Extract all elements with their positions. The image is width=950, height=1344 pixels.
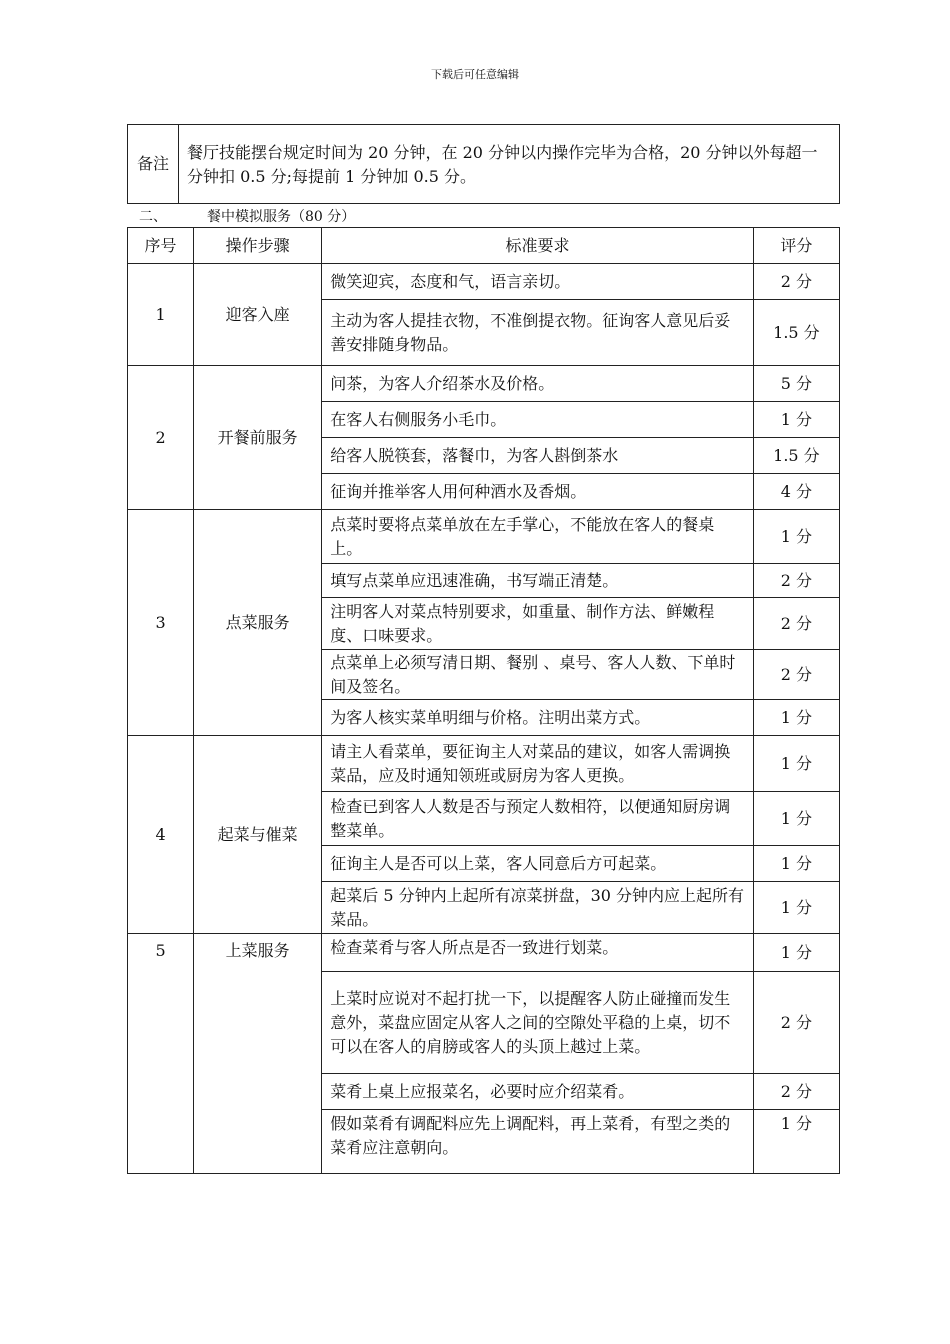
table-row [128, 366, 840, 402]
requirement-cell [322, 598, 754, 650]
requirement-cell [322, 882, 754, 934]
note-label: 备注 [128, 125, 179, 204]
requirement-cell [322, 300, 754, 366]
step-name: 起菜与催菜 [194, 736, 322, 934]
score-cell: 2 分 [753, 264, 839, 300]
score-cell: 1 分 [753, 1110, 839, 1174]
score-cell: 1 分 [753, 510, 839, 564]
requirement-text: 填写点菜单应迅速准确，书写端正清楚。 [330, 570, 619, 590]
requirement-cell [322, 972, 754, 1074]
requirement-cell [322, 650, 754, 700]
requirement-text: 主动为客人提挂衣物，不准倒提衣物。征询客人意见后妥善安排随身物品。 [330, 310, 731, 354]
requirement-cell [322, 264, 754, 300]
requirement-cell [322, 736, 754, 792]
score-cell: 1 分 [753, 736, 839, 792]
requirement-text: 征询主人是否可以上菜，客人同意后方可起菜。 [330, 853, 667, 873]
requirement-text: 点菜单上必须写清日期、餐别 、桌号、客人人数、下单时间及签名。 [330, 652, 736, 696]
score-cell: 2 分 [753, 598, 839, 650]
requirement-cell [322, 1110, 754, 1174]
step-name: 上菜服务 [194, 934, 322, 1174]
note-text: 餐厅技能摆台规定时间为 20 分钟，在 20 分钟以内操作完毕为合格，20 分钟以外每超一分钟扣 0.5 分;每提前 1 分钟加 0.5 分。 [179, 125, 840, 204]
step-number: 2 [128, 366, 194, 510]
score-cell: 5 分 [753, 366, 839, 402]
requirement-text: 菜肴上桌上应报菜名，必要时应介绍菜肴。 [330, 1081, 635, 1101]
requirement-text: 注明客人对菜点特别要求，如重量、制作方法、鲜嫩程度、口味要求。 [330, 601, 715, 645]
header-index: 序号 [128, 228, 194, 264]
requirement-text: 给客人脱筷套，落餐巾，为客人斟倒茶水 [330, 445, 619, 465]
note-row [128, 125, 840, 204]
requirement-text: 起菜后 5 分钟内上起所有凉菜拼盘，30 分钟内应上起所有菜品。 [330, 885, 745, 929]
score-cell: 2 分 [753, 972, 839, 1074]
step-name: 点菜服务 [194, 510, 322, 736]
requirement-cell [322, 438, 754, 474]
score-cell: 2 分 [753, 564, 839, 598]
table-row [128, 934, 840, 972]
requirement-cell [322, 700, 754, 736]
header-row [128, 228, 840, 264]
header-step: 操作步骤 [194, 228, 322, 264]
score-cell: 1.5 分 [753, 438, 839, 474]
score-cell: 2 分 [753, 1074, 839, 1110]
page-header: 下载后可任意编辑 [431, 68, 519, 81]
requirement-text: 点菜时要将点菜单放在左手掌心，不能放在客人的餐桌上。 [330, 514, 715, 558]
score-cell: 2 分 [753, 650, 839, 700]
step-number: 5 [128, 934, 194, 1174]
step-number: 3 [128, 510, 194, 736]
step-number: 4 [128, 736, 194, 934]
requirement-cell [322, 510, 754, 564]
requirement-text: 微笑迎宾，态度和气，语言亲切。 [330, 271, 571, 291]
requirement-cell [322, 1074, 754, 1110]
table-row [128, 510, 840, 564]
score-cell: 1 分 [753, 402, 839, 438]
section-number: 二、 [139, 209, 167, 225]
score-cell: 1 分 [753, 792, 839, 846]
requirement-text: 为客人核实菜单明细与价格。注明出菜方式。 [330, 707, 651, 727]
table-row [128, 264, 840, 300]
requirement-text: 上菜时应说对不起打扰一下，以提醒客人防止碰撞而发生意外，菜盘应固定从客人之间的空隙处平稳的上桌，切不可以在客人的肩膀或客人的头顶上越过上菜。 [330, 988, 731, 1056]
score-cell: 1 分 [753, 846, 839, 882]
requirement-cell [322, 792, 754, 846]
scoring-table [127, 227, 840, 1174]
requirement-cell [322, 934, 754, 972]
table-row [128, 736, 840, 792]
header-score: 评分 [753, 228, 839, 264]
score-cell: 4 分 [753, 474, 839, 510]
step-number: 1 [128, 264, 194, 366]
note-table [127, 124, 840, 204]
step-name: 开餐前服务 [194, 366, 322, 510]
score-cell: 1 分 [753, 700, 839, 736]
requirement-cell [322, 402, 754, 438]
header-requirement: 标准要求 [322, 228, 754, 264]
score-cell: 1 分 [753, 882, 839, 934]
section-title: 餐中模拟服务（80 分） [207, 209, 356, 225]
requirement-text: 请主人看菜单，要征询主人对菜品的建议，如客人需调换菜品，应及时通知领班或厨房为客人更换。 [330, 741, 731, 785]
section-heading [139, 206, 355, 226]
requirement-text: 检查菜肴与客人所点是否一致进行划菜。 [330, 938, 619, 957]
score-cell: 1.5 分 [753, 300, 839, 366]
requirement-text: 问茶，为客人介绍茶水及价格。 [330, 373, 555, 393]
requirement-cell [322, 846, 754, 882]
requirement-text: 检查已到客人人数是否与预定人数相符，以便通知厨房调整菜单。 [330, 796, 731, 840]
requirement-text: 征询并推举客人用何种酒水及香烟。 [330, 481, 587, 501]
requirement-cell [322, 366, 754, 402]
requirement-cell [322, 564, 754, 598]
step-name: 迎客入座 [194, 264, 322, 366]
score-cell: 1 分 [753, 934, 839, 972]
requirement-text: 假如菜肴有调配料应先上调配料，再上菜肴，有型之类的菜肴应注意朝向。 [330, 1114, 731, 1157]
requirement-cell [322, 474, 754, 510]
requirement-text: 在客人右侧服务小毛巾。 [330, 409, 507, 429]
